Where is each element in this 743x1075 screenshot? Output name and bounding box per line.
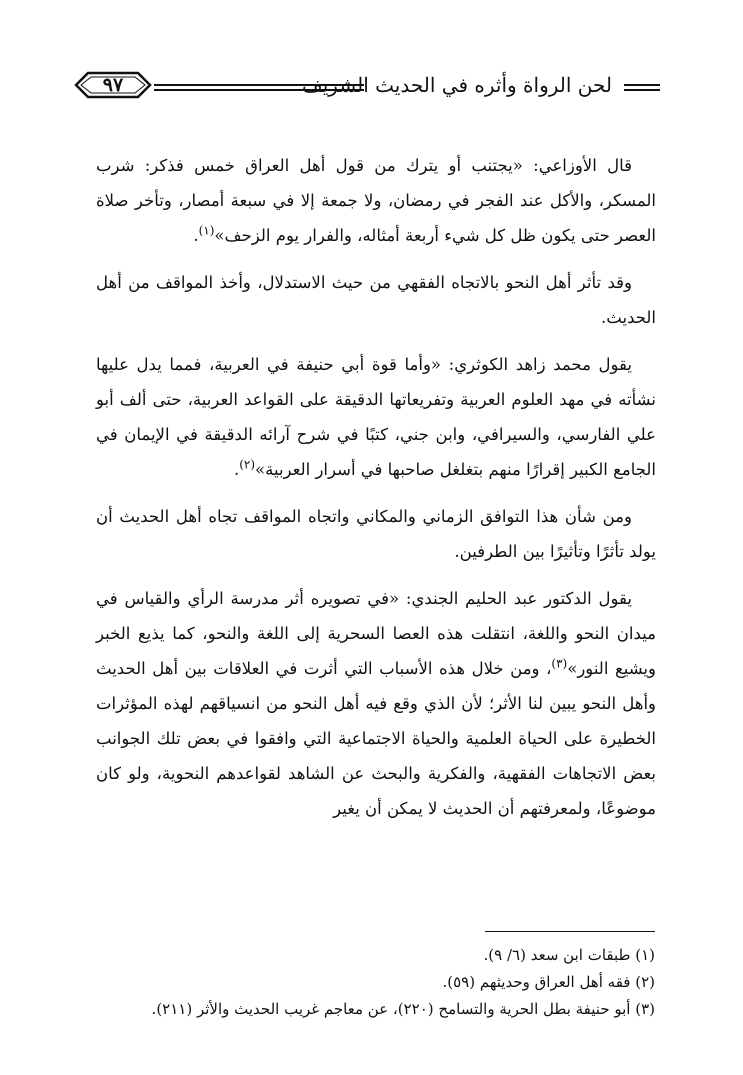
header-rule-right xyxy=(624,84,660,91)
paragraph-text: يقول الدكتور عبد الحليم الجندي: «في تصويره أثر مدرسة الرأي والقياس في ميدان النحو واللغة، انتقلت هذه العصا السحرية إلى اللغة والنحو، كما يذيع الخبر ويشيع النور» xyxy=(96,589,656,678)
paragraph-end: . xyxy=(233,460,240,479)
footnote-item: (٣) أبو حنيفة بطل الحرية والتسامح (٢٢٠)، عن معاجم غريب الحديث والأثر (٢١١). xyxy=(151,1000,655,1018)
paragraph-end: . xyxy=(193,226,199,245)
page-number-badge xyxy=(74,70,152,100)
paragraph-text: ومن شأن هذا التوافق الزماني والمكاني واتجاه المواقف تجاه أهل الحديث أن يولد تأثرًا وتأثيرًا بين الطرفين. xyxy=(96,507,656,561)
footnotes xyxy=(95,942,655,1023)
footnote-marker: (٣) xyxy=(551,656,568,671)
paragraph xyxy=(96,148,656,253)
paragraph xyxy=(96,581,656,826)
footnote-marker: (١) xyxy=(198,223,215,238)
paragraph-text: يقول محمد زاهد الكوثري: «وأما قوة أبي حنيفة في العربية، فمما يدل عليها نشأته في مهد العلوم العربية وتفريعاتها الدقيقة على القواعد العربية، حتى ألف أبو علي الفارسي، والسيرافي، وابن جني، كتبًا في شرح آرائه الدقيقة في الإيمان في الجامع الكبير إقرارًا منهم بتغلغل صاحبها في أسرار العربية» xyxy=(96,355,656,479)
header-rule-middle xyxy=(154,84,364,91)
footnote-item: (٢) فقه أهل العراق وحديثهم (٥٩). xyxy=(442,973,655,991)
paragraph-end: ، ومن خلال هذه الأسباب التي أثرت في العلاقات بين أهل الحديث وأهل النحو يبين لنا الأثر؛ لأن الذي وقع فيه أهل النحو من انسياقهم لهذه المؤثرات الخطيرة على الحياة العلمية والحياة الاجتماعية التي وافقوا في بعض تلك الجوانب بعض الاتجاهات الفقهية، والفكرية والبحث عن الشاهد لقواعدهم النحوية، ولو كان موضوعًا، ولمعرفتهم أن الحديث لا يمكن أن يغير xyxy=(96,659,656,818)
paragraph-text: وقد تأثر أهل النحو بالاتجاه الفقهي من حيث الاستدلال، وأخذ المواقف من أهل الحديث. xyxy=(96,273,656,327)
header-title: لحن الرواة وأثره في الحديث الشريف xyxy=(302,73,612,97)
footnote-marker: (٢) xyxy=(239,457,256,472)
running-header xyxy=(70,66,660,112)
paragraph-text: قال الأوزاعي: «يجتنب أو يترك من قول أهل العراق خمس فذكر: شرب المسكر، والأكل عند الفجر في رمضان، ولا جمعة إلا في سبعة أمصار، وتأخر صلاة العصر حتى يكون ظل كل شيء أربعة أمثاله، والفرار يوم الزحف» xyxy=(96,156,656,245)
paragraph xyxy=(96,347,656,487)
paragraph xyxy=(96,265,656,335)
page-number: ٩٧ xyxy=(102,74,124,96)
paragraph xyxy=(96,499,656,569)
footnote-separator xyxy=(485,931,655,932)
footnote-item: (١) طبقات ابن سعد (٦/ ٩). xyxy=(483,946,655,964)
body-text xyxy=(96,148,656,838)
